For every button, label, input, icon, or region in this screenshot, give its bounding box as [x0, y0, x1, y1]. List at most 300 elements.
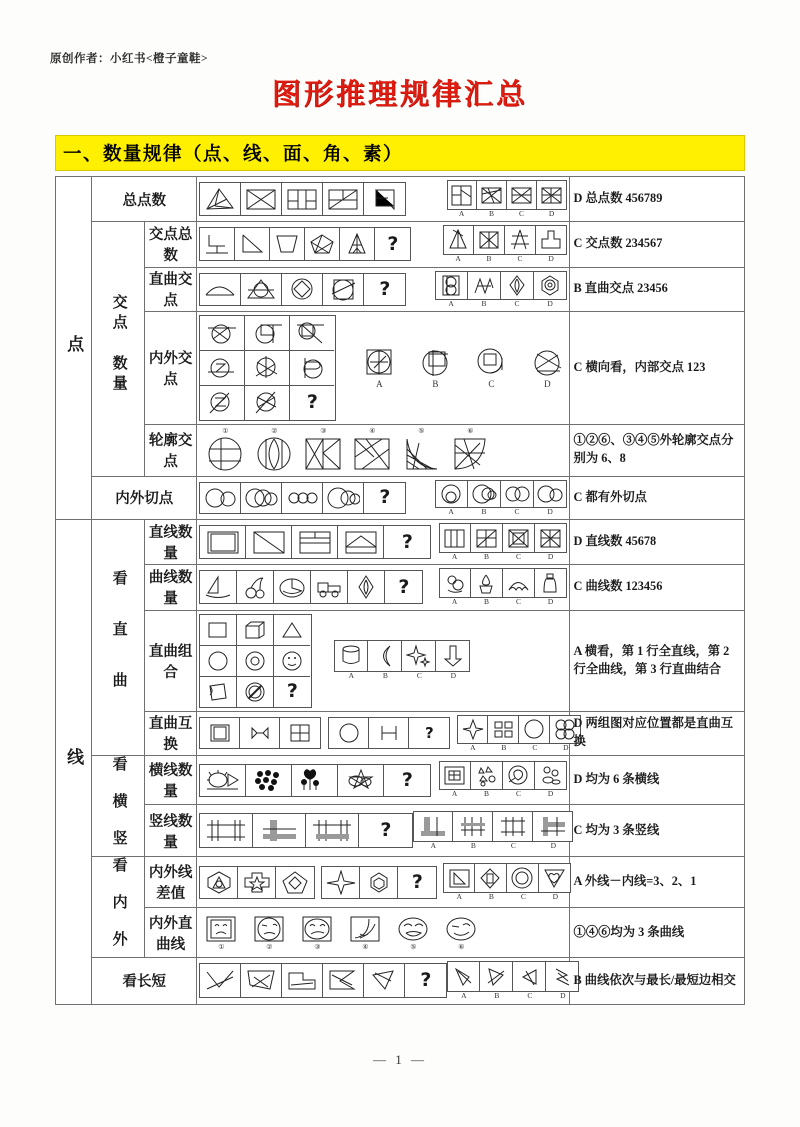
answer-options — [443, 225, 567, 263]
answer-options — [443, 863, 571, 901]
rule-label-curve-count: 曲线数量 — [144, 565, 197, 610]
rule-label-line-curve-intersection: 直曲交点 — [144, 267, 197, 311]
option-label: D — [548, 254, 554, 264]
option-figure — [439, 523, 471, 553]
question-figures — [199, 914, 566, 951]
figure — [235, 228, 270, 260]
figure — [280, 718, 320, 748]
figure — [237, 646, 274, 677]
option[interactable] — [443, 863, 475, 901]
rule-label-straight-curve-combo: 直曲组合 — [144, 610, 197, 711]
answer-text: ①④⑥均为 3 条曲线 — [569, 908, 744, 958]
option-label: A — [455, 254, 461, 264]
option[interactable] — [539, 863, 571, 901]
question-mark-glyph: ? — [411, 870, 423, 893]
option-label: C — [514, 506, 520, 516]
option-label: B — [484, 597, 490, 607]
option[interactable] — [533, 811, 573, 850]
figure-cell-inner-outer-difference — [197, 857, 569, 908]
option[interactable] — [453, 811, 493, 850]
figure — [292, 765, 338, 796]
table-row — [56, 311, 745, 424]
figure — [200, 677, 237, 707]
option-figure — [447, 180, 477, 210]
option[interactable] — [439, 568, 471, 606]
option[interactable] — [534, 480, 567, 516]
figure-cell-curve-count — [197, 565, 569, 610]
page-number: — 1 — — [373, 1052, 427, 1067]
answer-text: D 两组图对应位置都是直曲互换 — [569, 711, 744, 755]
page-title: 图形推理规律汇总 — [271, 77, 528, 111]
option-label: D — [547, 298, 553, 308]
numbered-figure — [299, 914, 335, 951]
option-figure — [535, 523, 567, 553]
option-figure — [535, 761, 567, 790]
answer-text: D 总点数 456789 — [569, 177, 744, 222]
option-label: B — [432, 378, 439, 389]
option-figure — [457, 715, 488, 744]
option-figure — [503, 568, 535, 598]
option[interactable] — [507, 863, 539, 901]
figure — [270, 228, 305, 260]
answer-options — [439, 523, 567, 561]
section-label-line: 线 — [56, 520, 92, 1005]
option[interactable] — [468, 271, 501, 308]
option[interactable] — [505, 225, 536, 263]
figure — [303, 435, 343, 473]
numbered-figure — [205, 428, 245, 473]
group-label-horizontal-vertical: 看 横 竖 — [92, 755, 145, 856]
option-figure — [435, 271, 468, 300]
option[interactable] — [447, 961, 480, 1000]
rule-label-straight-curve-swap: 直曲互换 — [144, 711, 197, 755]
option[interactable] — [493, 811, 533, 850]
figure — [200, 483, 241, 513]
rule-label-contour-intersection: 轮廓交点 — [144, 424, 197, 476]
figure-cell-straight-curve-combo — [197, 610, 569, 711]
question-mark-glyph: ? — [401, 530, 413, 553]
option-label: C — [416, 671, 422, 681]
option-label: B — [470, 841, 476, 850]
option[interactable] — [519, 715, 550, 752]
question-figures-group-1 — [199, 866, 315, 899]
figure — [200, 615, 237, 646]
option[interactable] — [443, 225, 474, 263]
rule-label-horizontal-line-count: 横线数量 — [144, 755, 197, 805]
table-row — [56, 805, 745, 857]
figure — [237, 615, 274, 646]
figure — [241, 183, 282, 215]
question-figures — [199, 273, 406, 306]
figure — [282, 483, 323, 513]
question-figures — [199, 227, 411, 261]
figure — [241, 964, 282, 997]
option-figure — [477, 180, 507, 210]
option-label: C — [510, 841, 516, 850]
option-figure — [536, 225, 567, 255]
figure — [237, 571, 274, 603]
option[interactable] — [402, 640, 436, 680]
option-label: D — [547, 597, 554, 607]
option[interactable] — [507, 180, 537, 218]
option[interactable] — [513, 961, 546, 1000]
figure-number: ⑥ — [458, 943, 465, 952]
option-figure — [474, 346, 508, 380]
figure-cell-line-curve-intersection — [197, 267, 569, 311]
figure — [323, 183, 364, 215]
rule-label-straight-line-count: 直线数量 — [144, 520, 197, 565]
option-figure — [501, 271, 534, 300]
figure — [200, 814, 253, 847]
question-figures — [199, 813, 413, 848]
group-label-straight-curve: 看 直 曲 — [92, 520, 145, 756]
figure — [306, 814, 359, 847]
question-figures-group-2 — [321, 866, 437, 899]
author-credit: 原创作者：小红书<橙子童鞋> — [50, 53, 209, 65]
rule-label-total-points: 总点数 — [92, 177, 197, 222]
question-mark — [290, 386, 334, 420]
figure — [200, 274, 241, 305]
answer-text: B 直曲交点 23456 — [569, 267, 744, 311]
option-figure — [505, 225, 536, 255]
figure — [274, 646, 310, 677]
option[interactable] — [439, 523, 471, 561]
figure — [200, 228, 235, 260]
option[interactable] — [488, 715, 519, 752]
answer-options — [447, 961, 579, 1000]
numbered-figure — [443, 914, 479, 951]
question-figures — [199, 764, 431, 797]
table-row — [56, 908, 745, 958]
option-label: B — [484, 552, 490, 561]
option-figure — [513, 961, 546, 992]
table-row — [56, 610, 745, 711]
answer-text: C 曲线数 123456 — [569, 565, 744, 610]
option[interactable] — [362, 346, 396, 390]
figure — [245, 316, 290, 351]
figure-number: ⑥ — [467, 426, 474, 435]
table-row — [56, 222, 745, 267]
question-mark-glyph: ? — [387, 232, 399, 255]
question-mark-glyph: ? — [379, 486, 391, 509]
group-label-inner-outer: 看 内 外 — [92, 857, 145, 958]
figure — [401, 435, 441, 473]
option[interactable] — [475, 863, 507, 901]
figure — [200, 646, 237, 677]
question-mark — [375, 228, 410, 260]
option-label: C — [516, 597, 522, 607]
option[interactable] — [530, 346, 564, 390]
figure-cell-straight-line-count — [197, 520, 569, 565]
question-mark-glyph: ? — [379, 277, 391, 300]
numbered-figure — [347, 914, 383, 951]
table-row — [56, 711, 745, 755]
option[interactable] — [334, 640, 368, 680]
option-label: C — [520, 892, 526, 902]
question-figures-grid — [199, 614, 312, 708]
question-mark — [398, 867, 436, 898]
option-figure — [475, 863, 507, 893]
option-figure — [501, 480, 534, 508]
table-row — [56, 177, 745, 222]
option[interactable] — [418, 346, 452, 390]
option[interactable] — [534, 271, 567, 308]
figure — [200, 765, 246, 796]
figure — [237, 677, 274, 707]
option[interactable] — [535, 568, 567, 606]
figure — [348, 571, 385, 603]
question-figures — [199, 182, 406, 216]
option-figure — [534, 480, 567, 508]
question-figures-group-1 — [199, 717, 321, 749]
rule-label-tangent-points: 内外切点 — [92, 476, 197, 519]
question-figures — [199, 482, 406, 514]
option[interactable] — [503, 523, 535, 561]
figure-number: ① — [222, 426, 229, 435]
option-label: D — [550, 841, 557, 850]
figure — [276, 867, 314, 898]
answer-options — [447, 180, 567, 218]
option[interactable] — [536, 225, 567, 263]
answer-text: B 曲线依次与最长/最短边相交 — [569, 958, 744, 1004]
rule-label-inner-outer-intersection: 内外交点 — [144, 311, 197, 424]
question-figures — [199, 525, 431, 559]
option-figure — [474, 225, 505, 255]
table-row — [56, 958, 745, 1004]
option-figure — [534, 271, 567, 300]
option-figure — [468, 271, 501, 300]
figure — [246, 765, 292, 796]
option-figure — [435, 480, 468, 508]
figure — [364, 964, 405, 997]
figure — [360, 867, 398, 898]
figure — [322, 867, 360, 898]
figure — [282, 274, 323, 305]
option-figure — [439, 761, 471, 790]
option-figure — [362, 346, 396, 380]
option-label: D — [552, 892, 559, 902]
option[interactable] — [480, 961, 513, 1000]
option-figure — [439, 568, 471, 598]
option[interactable] — [474, 346, 508, 390]
option-figure — [443, 863, 475, 893]
figure — [240, 718, 280, 748]
option-label: D — [563, 742, 569, 752]
figure-cell-horizontal-line-count — [197, 755, 569, 805]
question-mark — [274, 677, 310, 707]
answer-text: ①②⑥、③④⑤外轮廓交点分别为 6、8 — [569, 424, 744, 476]
option[interactable] — [501, 271, 534, 308]
option-label: A — [376, 378, 383, 389]
rule-label-inner-outer-difference: 内外线差值 — [144, 857, 197, 908]
option-figure — [453, 811, 493, 842]
option[interactable] — [471, 761, 503, 798]
figure — [200, 571, 237, 603]
option[interactable] — [501, 480, 534, 516]
option-figure — [539, 863, 571, 893]
option-label: A — [448, 506, 454, 516]
figure — [323, 274, 364, 305]
answer-text: D 直线数 45678 — [569, 520, 744, 565]
figure — [329, 718, 369, 748]
figure-cell-vertical-line-count — [197, 805, 569, 857]
option[interactable] — [435, 271, 468, 308]
question-figures-group-2 — [328, 717, 450, 749]
figure — [241, 483, 282, 513]
option[interactable] — [436, 640, 470, 680]
option[interactable] — [503, 568, 535, 606]
option-label: C — [527, 991, 533, 1001]
question-figures-grid — [199, 315, 336, 421]
option-label: A — [348, 671, 355, 681]
option[interactable] — [474, 225, 505, 263]
figure — [340, 228, 375, 260]
option-figure — [368, 640, 402, 672]
option-label: C — [517, 254, 523, 264]
option-label: D — [560, 991, 566, 1001]
option[interactable] — [477, 180, 507, 218]
option-figure — [507, 863, 539, 893]
option[interactable] — [439, 761, 471, 798]
option-figure — [493, 811, 533, 842]
answer-text: C 均为 3 条竖线 — [569, 805, 744, 857]
option-figure — [507, 180, 537, 210]
option-label: D — [544, 378, 551, 389]
figure — [450, 435, 490, 473]
option-label: D — [547, 789, 554, 799]
option[interactable] — [471, 523, 503, 561]
question-figures — [199, 428, 566, 473]
question-mark-glyph: ? — [401, 768, 413, 791]
option-figure — [537, 180, 567, 210]
option-label: B — [481, 298, 487, 308]
figure — [253, 814, 306, 847]
table-row — [56, 476, 745, 519]
option-figure — [530, 346, 564, 380]
figure — [299, 914, 335, 944]
figure — [245, 351, 290, 386]
option[interactable] — [535, 523, 567, 561]
option-label: B — [382, 671, 388, 681]
option-label: B — [486, 254, 492, 264]
figure-number: ① — [218, 943, 225, 952]
figure — [200, 867, 238, 898]
figure-cell-length-compare — [197, 958, 569, 1004]
table-row — [56, 424, 745, 476]
figure — [290, 351, 334, 386]
figure — [364, 183, 405, 215]
numbered-figure — [395, 914, 431, 951]
figure-number: ③ — [314, 943, 321, 952]
option[interactable] — [413, 811, 453, 850]
figure — [203, 914, 239, 944]
figure-number: ③ — [320, 426, 327, 435]
rule-label-inner-outer-curves: 内外直曲线 — [144, 908, 197, 958]
section-banner-label: 一、数量规律（点、线、面、角、素） — [63, 144, 404, 165]
figure — [246, 526, 292, 558]
option[interactable] — [447, 180, 477, 218]
answer-options — [439, 761, 567, 798]
table-row — [56, 857, 745, 908]
figure-cell-inner-outer-intersection — [197, 311, 569, 424]
question-mark-glyph: ? — [398, 575, 410, 598]
figure — [292, 526, 338, 558]
option-label: C — [514, 298, 520, 308]
option-label: D — [547, 506, 553, 516]
option[interactable] — [537, 180, 567, 218]
option-figure — [480, 961, 513, 992]
option-figure — [447, 961, 480, 992]
numbered-figure — [352, 428, 392, 473]
question-mark — [409, 718, 449, 748]
answer-options — [413, 811, 573, 850]
option[interactable] — [457, 715, 488, 752]
option-label: A — [458, 209, 465, 218]
option-label: C — [516, 789, 522, 799]
rule-label-vertical-line-count: 竖线数量 — [144, 805, 197, 857]
option-figure — [471, 761, 503, 790]
figure — [245, 386, 290, 420]
figure — [338, 765, 384, 796]
option-label: A — [451, 789, 458, 799]
question-figures — [199, 963, 447, 998]
rule-label-intersection-total: 交点总数 — [144, 222, 197, 267]
figure-number: ④ — [369, 426, 376, 435]
option-label: A — [461, 991, 467, 1001]
figure — [241, 274, 282, 305]
option-label: B — [489, 209, 495, 218]
option-label: D — [548, 209, 555, 218]
figure — [238, 867, 276, 898]
option[interactable] — [535, 761, 567, 798]
answer-options — [334, 640, 470, 680]
rules-table — [55, 176, 745, 1005]
figure-cell-tangent-points — [197, 476, 569, 519]
figure-cell-contour-intersection — [197, 424, 569, 476]
answer-options — [435, 271, 567, 308]
option-figure — [519, 715, 550, 744]
figure — [200, 964, 241, 997]
answer-text: C 横向看，内部交点 123 — [569, 311, 744, 424]
question-mark — [385, 571, 422, 603]
question-mark — [364, 483, 405, 513]
answer-options — [457, 715, 581, 752]
option-label: D — [547, 552, 554, 561]
option[interactable] — [368, 640, 402, 680]
option-label: D — [450, 671, 457, 681]
question-mark-glyph: ? — [306, 391, 318, 414]
question-mark-glyph: ? — [286, 680, 298, 702]
figure-cell-intersection-total — [197, 222, 569, 267]
option-label: A — [470, 742, 476, 752]
option[interactable] — [435, 480, 468, 516]
option-label: A — [430, 841, 437, 850]
option-figure — [535, 568, 567, 598]
numbered-figure — [251, 914, 287, 951]
figure — [290, 316, 334, 351]
figure — [311, 571, 348, 603]
option[interactable] — [471, 568, 503, 606]
figure — [443, 914, 479, 944]
question-mark-glyph: ? — [425, 723, 434, 742]
numbered-figure — [203, 914, 239, 951]
option-label: B — [501, 742, 507, 752]
option[interactable] — [503, 761, 535, 798]
figure — [305, 228, 340, 260]
answer-text: D 均为 6 条横线 — [569, 755, 744, 805]
option[interactable] — [468, 480, 501, 516]
option-figure — [418, 346, 452, 380]
